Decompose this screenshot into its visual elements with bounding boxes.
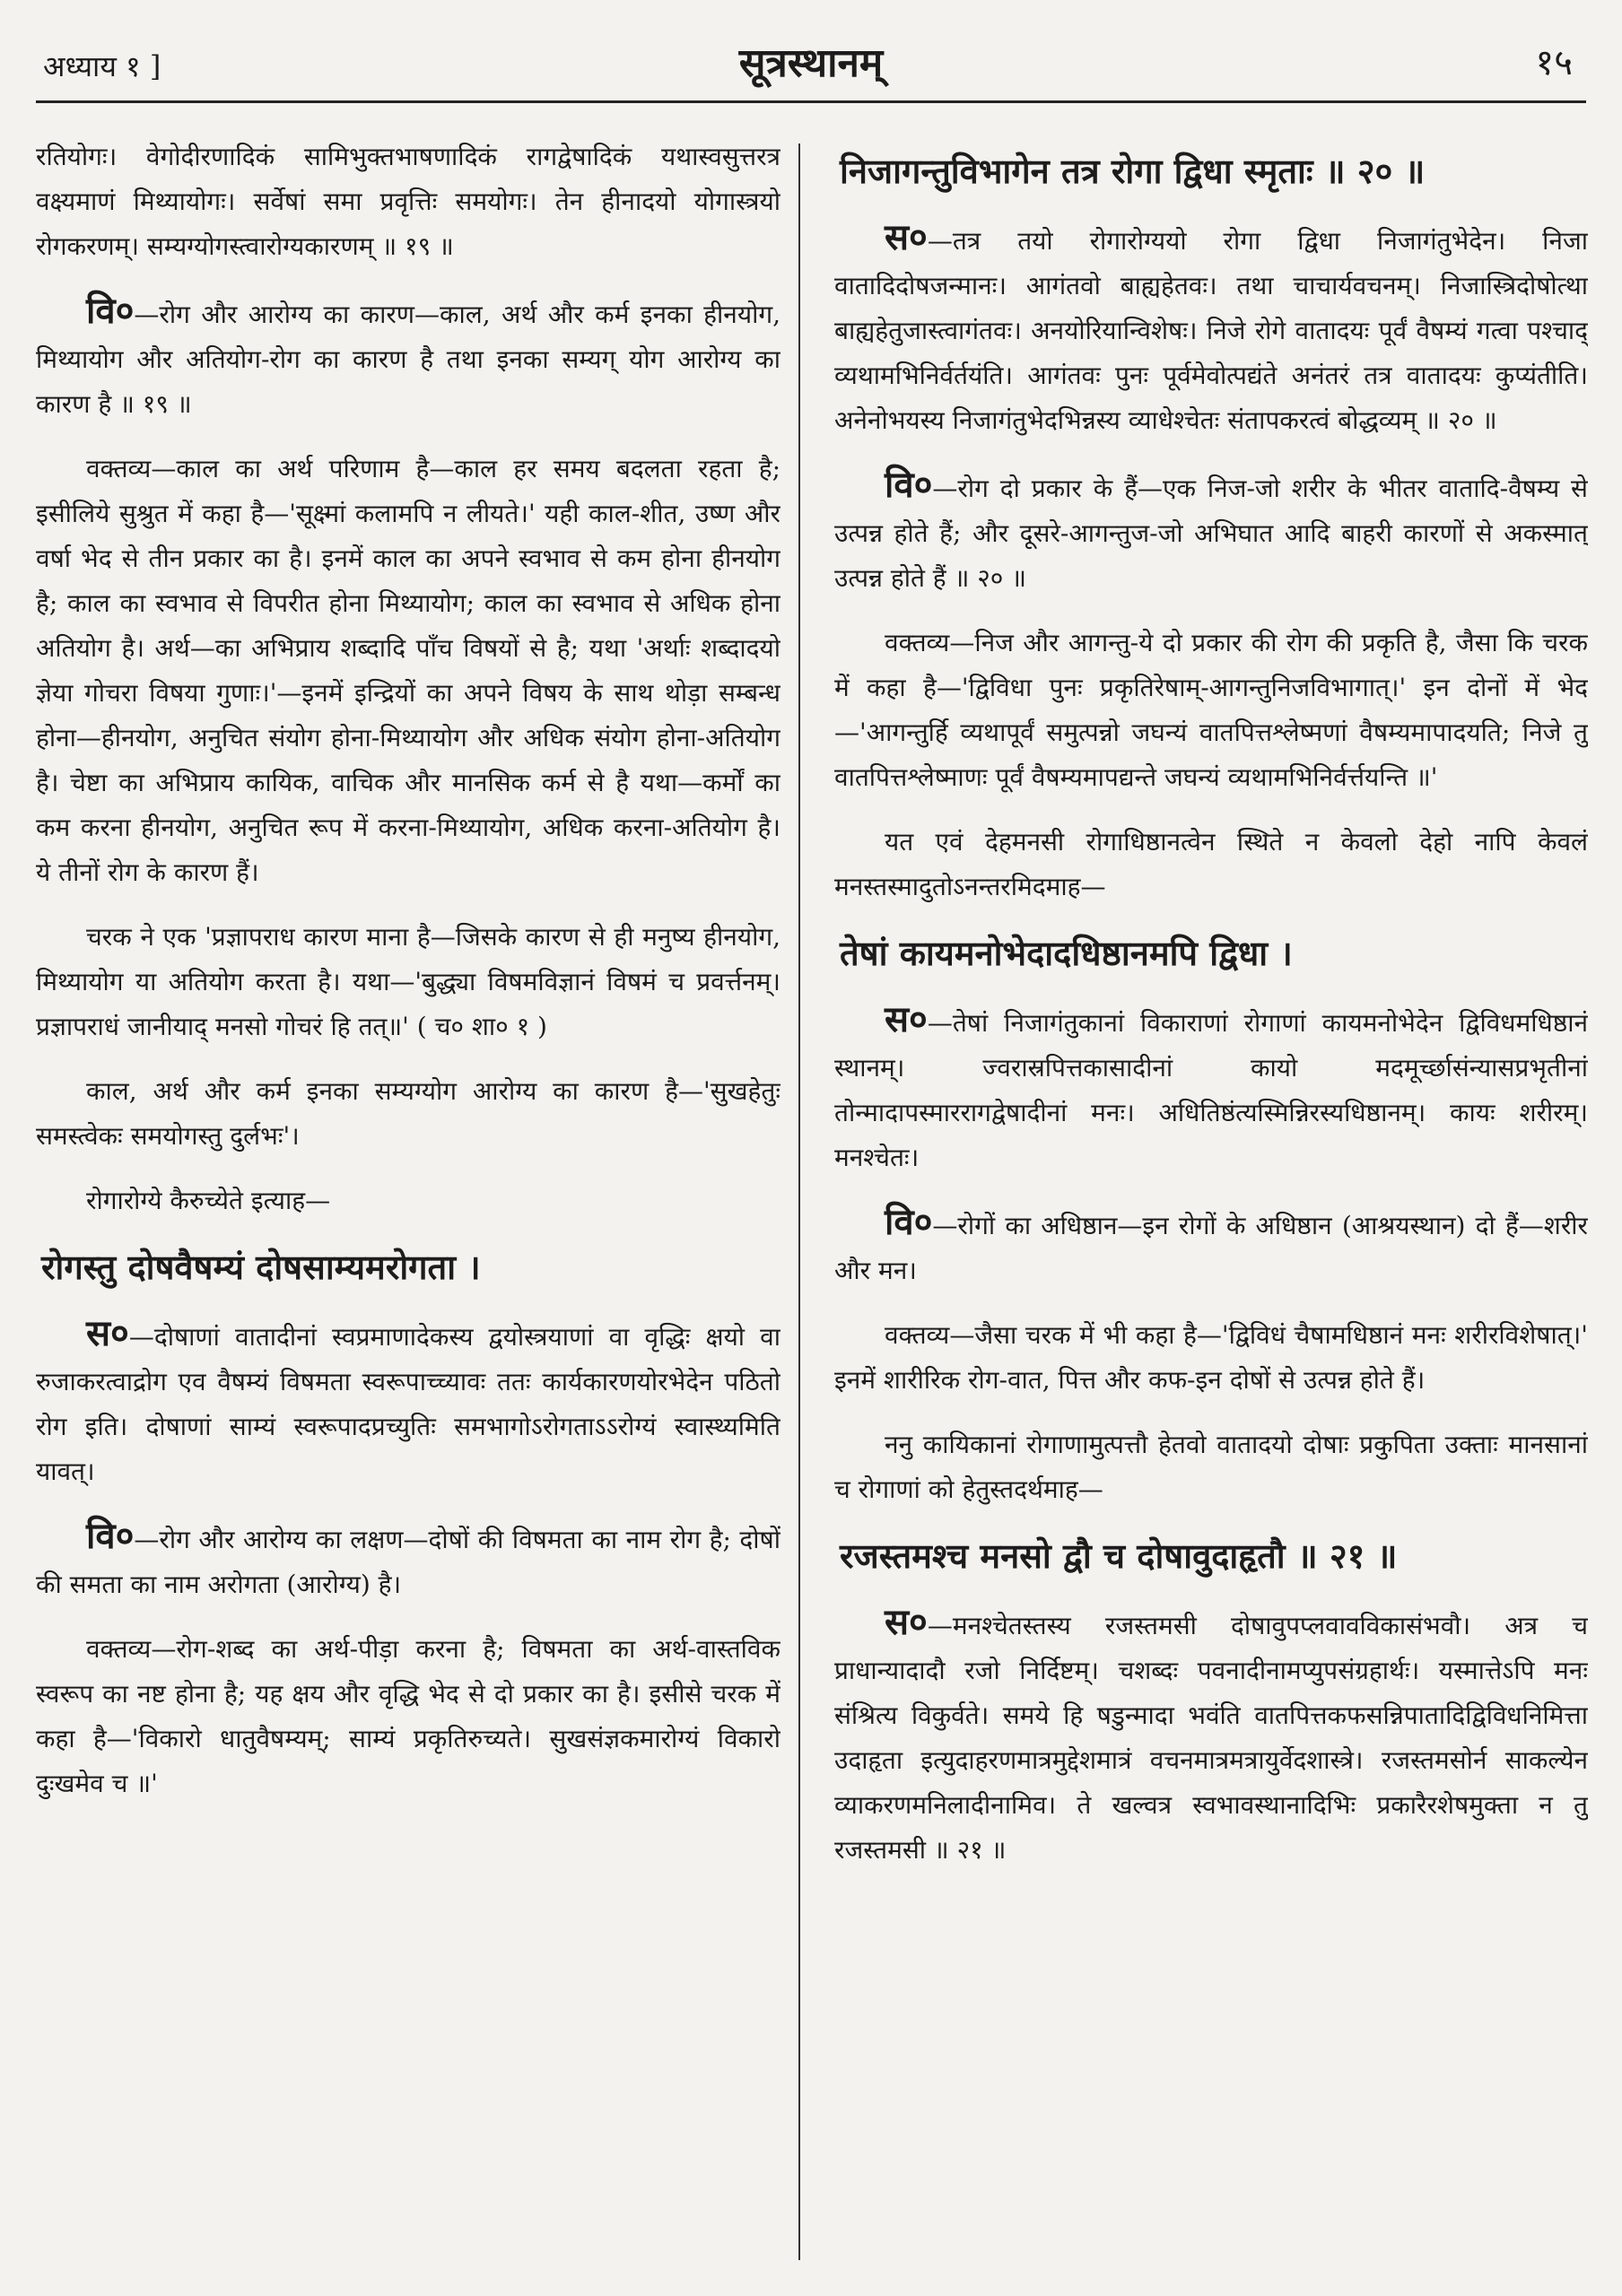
- sutra-verse: रजस्तमश्च मनसो द्वौ च दोषावुदाहृतौ ॥ २१ ॥: [840, 1535, 1398, 1576]
- note-paragraph: काल, अर्थ और कर्म इनका सम्यग्योग आरोग्य का कारण है—'सुखहेतुः समस्त्वेकः समयोगस्तु दुर्लभः'।: [36, 1076, 780, 1151]
- sutra-verse: तेषां कायमनोभेदादधिष्ठानमपि द्विधा ।: [840, 933, 1293, 973]
- commentary-text: —दोषाणां वातादीनां स्वप्रमाणादेकस्य द्वयोस्त्रयाणां वा वृद्धिः क्षयो वा रुजाकरत्वाद्रोग एव वैषम्यं विषमता स्वरूपाच्च्यावः ततः कार्यकारणयोरभेदेन पठितो रोग इति। दोषाणां साम्यं स्वरूपादप्रच्युतिः समभागोऽरोगताऽऽरोग्यं स्वास्थ्यमिति यावत्।: [36, 1322, 780, 1486]
- column-divider: [798, 144, 800, 2260]
- explanation-paragraph: [36, 1514, 780, 1607]
- explanation-paragraph: [36, 289, 780, 427]
- explanation-label: वि०: [86, 1515, 135, 1557]
- explanation-label: वि०: [885, 464, 933, 506]
- explanation-text: —रोग और आरोग्य का कारण—काल, अर्थ और कर्म इनका हीनयोग, मिथ्यायोग और अतियोग-रोग का कारण है तथा इनका सम्यग् योग आरोग्य का कारण है ॥ १९ ॥: [36, 300, 780, 419]
- explanation-label: वि०: [885, 1201, 933, 1243]
- commentary-text: —मनश्चेतस्तस्य रजस्तमसी दोषावुपप्लवावविकासंभवौ। अत्र च प्राधान्यादादौ रजो निर्दिष्टम्। चशब्दः पवनादीनामप्युपसंग्रहार्थः। यस्मात्तेऽपि मनः संश्रित्य विकुर्वते। समये हि षडुन्मादा भवंति वातपित्तकफसन्निपातादिद्विविधनिमित्ता उदाहृता इत्युदाहरणमात्रमुद्देशमात्रं वचनमात्रमत्रायुर्वेदशास्त्रे। रजस्तमसोर्न साकल्येन व्याकरणमनिलादीनामिव। ते खल्वत्र स्वभावस्थानादिभिः प्रकारैरशेषमुक्ता न तु रजस्तमसी ॥ २१ ॥: [834, 1611, 1588, 1865]
- commentary-paragraph: [834, 215, 1588, 443]
- note-paragraph: वक्तव्य—रोग-शब्द का अर्थ-पीड़ा करना है; विषमता का अर्थ-वास्तविक स्वरूप का नष्ट होना है; यह क्षय और वृद्धि भेद से दो प्रकार का है। इसीसे चरक में कहा है—'विकारो धातुवैषम्यम्; साम्यं प्रकृतिरुच्यते। सुखसंज्ञकमारोग्यं विकारो दुःखमेव च ॥': [36, 1634, 780, 1798]
- explanation-text: —रोग दो प्रकार के हैं—एक निज-जो शरीर के भीतर वातादि-वैषम्य से उत्पन्न होते हैं; और दूसरे-आगन्तुज-जो अभिघात आदि बाहरी कारणों से अकस्मात् उत्पन्न होते हैं ॥ २० ॥: [834, 474, 1588, 593]
- commentary-text: —तेषां निजागंतुकानां विकाराणां रोगाणां कायमनोभेदेन द्विविधमधिष्ठानं स्थानम्। ज्वरास्रपित्तकासादीनां कायो मदमूर्च्छासंन्यासप्रभृतीनां तोन्मादापस्माररागद्वेषादीनां मनः। अधितिष्ठंत्यस्मिन्निरस्यधिष्ठानम्। कायः शरीरम्। मनश्चेतः।: [834, 1008, 1588, 1172]
- commentary-label: स०: [885, 1601, 928, 1643]
- note-paragraph: वक्तव्य—जैसा चरक में भी कहा है—'द्विविधं चैषामधिष्ठानं मनः शरीरविशेषात्।' इनमें शारीरिक रोग-वात, पित्त और कफ-इन दोषों से उत्पन्न होते हैं।: [834, 1320, 1588, 1395]
- page-header: [0, 0, 1622, 106]
- chapter-label: अध्याय १ ]: [43, 49, 161, 83]
- explanation-text: —रोग और आरोग्य का लक्षण—दोषों की विषमता का नाम रोग है; दोषों की समता का नाम अरोगता (आरोग्य) है।: [36, 1525, 780, 1599]
- note-paragraph: वक्तव्य—निज और आगन्तु-ये दो प्रकार की रोग की प्रकृति है, जैसा कि चरक में कहा है—'द्विविधा पुनः प्रकृतिरेषाम्-आगन्तुनिजविभागात्।' इन दोनों में भेद—'आगन्तुर्हि व्यथापूर्वं समुत्पन्नो जघन्यं वातपित्तश्लेष्मणां वैषम्यमापादयति; निजे तु वातपित्तश्लेष्माणः पूर्वं वैषम्यमापद्यन्ते जघन्यं व्यथामभिनिर्वर्त्तयन्ति ॥': [834, 628, 1588, 792]
- commentary-paragraph: [36, 1311, 780, 1494]
- right-column: [834, 135, 1588, 1892]
- commentary-paragraph: रतियोगः। वेगोदीरणादिकं सामिभुक्तभाषणादिकं रागद्वेषादिकं यथास्वसुत्तरत्र वक्ष्यमाणं मिथ्यायोगः। सर्वेषां समा प्रवृत्तिः समयोगः। तेन हीनादयो योगास्त्रयो रोगकरणम्। सम्यग्योगस्त्वारोग्यकारणम् ॥ १९ ॥: [36, 142, 780, 261]
- intro-line: रोगारोग्ये कैरुच्येते इत्याह—: [86, 1186, 331, 1215]
- note-paragraph: चरक ने एक 'प्रज्ञापराध कारण माना है—जिसके कारण से ही मनुष्य हीनयोग, मिथ्यायोग या अतियोग करता है। यथा—'बुद्ध्या विषमविज्ञानं विषमं च प्रवर्त्तनम्। प्रज्ञापराधं जानीयाद् मनसो गोचरं हि तत्॥' ( च० शा० १ ): [36, 922, 780, 1041]
- explanation-paragraph: [834, 1200, 1588, 1293]
- intro-line: यत एवं देहमनसी रोगाधिष्ठानत्वेन स्थिते न केवलो देहो नापि केवलं मनस्तस्मादुतोऽनन्तरमिदमाह—: [834, 827, 1588, 901]
- explanation-label: वि०: [86, 290, 135, 332]
- commentary-paragraph: [834, 997, 1588, 1180]
- page-title: सूत्रस्थानम्: [738, 40, 884, 86]
- explanation-paragraph: [834, 463, 1588, 601]
- page-number: १५: [1535, 42, 1573, 83]
- explanation-text: —रोगों का अधिष्ठान—इन रोगों के अधिष्ठान (आश्रयस्थान) दो हैं—शरीर और मन।: [834, 1211, 1588, 1285]
- left-column: [36, 135, 780, 1826]
- sutra-verse: निजागन्तुविभागेन तत्र रोगा द्विधा स्मृताः ॥ २० ॥: [840, 151, 1426, 191]
- header-rule: [36, 100, 1586, 103]
- commentary-label: स०: [885, 216, 928, 258]
- note-paragraph: वक्तव्य—काल का अर्थ परिणाम है—काल हर समय बदलता रहता है; इसीलिये सुश्रुत में कहा है—'सूक्ष्मां कलामपि न लीयते।' यही काल-शीत, उष्ण और वर्षा भेद से तीन प्रकार का है। इनमें काल का अपने स्वभाव से कम होना हीनयोग है; काल का स्वभाव से विपरीत होना मिथ्यायोग; काल का स्वभाव से अधिक होना अतियोग है। अर्थ—का अभिप्राय शब्दादि पाँच विषयों से है; यथा 'अर्थाः शब्दादयो ज्ञेया गोचरा विषया गुणाः।'—इनमें इन्द्रियों का अपने विषय के साथ थोड़ा सम्बन्ध होना—हीनयोग, अनुचित संयोग होना-मिथ्यायोग और अधिक संयोग होना-अतियोग है। चेष्टा का अभिप्राय कायिक, वाचिक और मानसिक कर्म से है यथा—कर्मों का कम करना हीनयोग, अनुचित रूप में करना-मिथ्यायोग, अधिक करना-अतियोग है। ये तीनों रोग के कारण हैं।: [36, 454, 780, 887]
- commentary-label: स०: [885, 998, 928, 1040]
- commentary-text: —तत्र तयो रोगारोग्ययो रोगा द्विधा निजागंतुभेदेन। निजा वातादिदोषजन्मानः। आगंतवो बाह्यहेतवः। तथा चाचार्यवचनम्। निजास्त्रिदोषोत्था बाह्यहेतुजास्त्वागंतवः। अनयोरियान्विशेषः। निजे रोगे वातादयः पूर्वं वैषम्यं गत्वा पश्चाद् व्यथामभिनिर्वर्तयंति। आगंतवः पुनः पूर्वमेवोत्पद्यंते अनंतरं तत्र वातादयः कुप्यंतीति। अनेनोभयस्य निजागंतुभेदभिन्नस्य व्याधेश्चेतः संतापकरत्वं बोद्धव्यम् ॥ २० ॥: [834, 226, 1588, 435]
- sutra-verse: रोगस्तु दोषवैषम्यं दोषसाम्यमरोगता ।: [41, 1247, 481, 1287]
- commentary-paragraph: [834, 1600, 1588, 1873]
- commentary-label: स०: [86, 1312, 129, 1354]
- intro-line: ननु कायिकानां रोगाणामुत्पत्तौ हेतवो वातादयो दोषाः प्रकुपिता उक्ताः मानसानां च रोगाणां को हेतुस्तदर्थमाह—: [834, 1430, 1588, 1504]
